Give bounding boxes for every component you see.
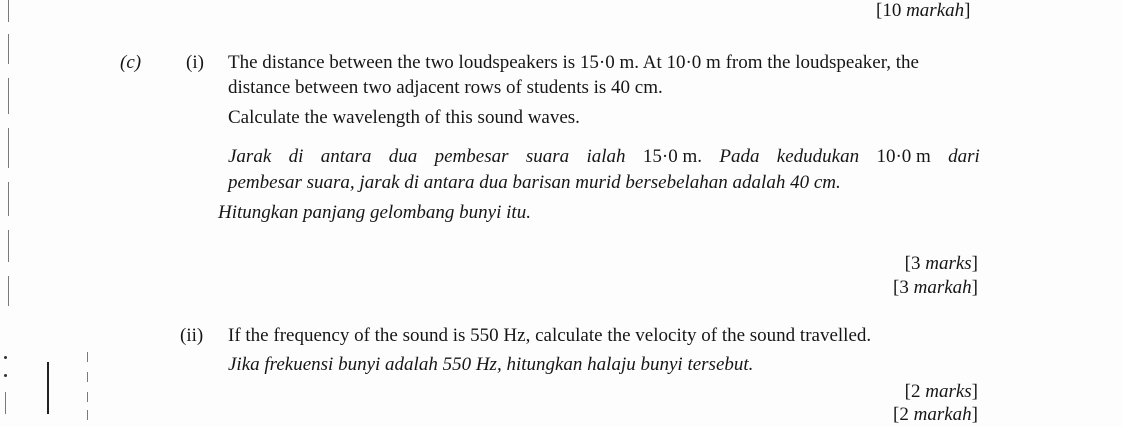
malay-word: suara [525, 146, 570, 167]
part-ii-marks-malay: [2 markah] [893, 404, 978, 425]
malay-word: Jarak [228, 146, 272, 167]
part-i-malay-line1 [228, 146, 980, 168]
malay-value: 15·0 m. [642, 146, 702, 167]
malay-word: Pada [719, 146, 760, 167]
part-ii-english-line: If the frequency of the sound is 550 Hz, calculate the velocity of the sound travelled. [228, 325, 872, 346]
malay-word: pembesar [434, 146, 509, 167]
question-c-label: (c) [120, 52, 142, 73]
malay-word: antara [320, 146, 372, 167]
malay-word: ialah [586, 146, 626, 167]
malay-word: kedudukan [776, 146, 860, 167]
part-i-english-line2: distance between two adjacent rows of students is 40 cm. [228, 77, 663, 98]
malay-word: dari [948, 146, 980, 167]
part-ii-marks-english: [2 marks] [904, 381, 978, 402]
total-marks-label: [10 markah] [876, 0, 971, 21]
part-i-english-line1: The distance between the two loudspeakers is 15·0 m. At 10·0 m from the loudspeaker, the [228, 52, 919, 73]
part-ii-malay-line: Jika frekuensi bunyi adalah 550 Hz, hitungkan halaju bunyi tersebut. [228, 354, 754, 375]
part-i-label: (i) [186, 52, 204, 73]
malay-value: 10·0 m [876, 146, 931, 167]
malay-word: di [288, 146, 304, 167]
part-i-english-instruction: Calculate the wavelength of this sound waves. [228, 107, 580, 128]
malay-word: dua [388, 146, 418, 167]
part-ii-label: (ii) [180, 325, 204, 346]
part-i-marks-malay: [3 markah] [893, 277, 978, 298]
part-i-marks-english: [3 marks] [904, 253, 978, 274]
part-i-malay-line2: pembesar suara, jarak di antara dua barisan murid bersebelahan adalah 40 cm. [228, 172, 841, 193]
part-i-malay-instruction: Hitungkan panjang gelombang bunyi itu. [218, 202, 531, 223]
